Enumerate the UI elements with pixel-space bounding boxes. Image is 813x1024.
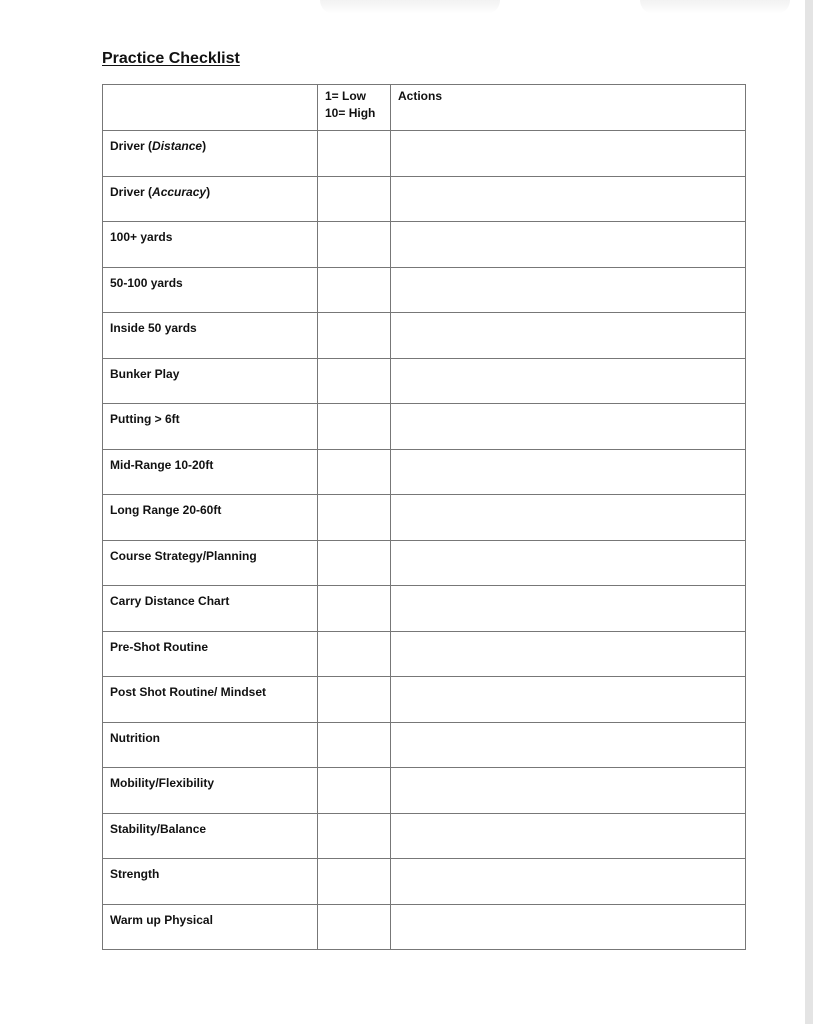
table-row <box>103 222 746 268</box>
item-label-cell <box>103 313 318 359</box>
table-row <box>103 904 746 950</box>
table-row <box>103 404 746 450</box>
item-label: Mobility/Flexibility <box>110 776 215 790</box>
item-label-cell <box>103 722 318 768</box>
item-label-cell <box>103 267 318 313</box>
item-label: Warm up Physical <box>110 912 213 927</box>
actions-cell <box>391 222 746 268</box>
actions-cell <box>391 859 746 905</box>
item-label: Driver ( <box>110 139 153 153</box>
item-label-cell <box>103 404 318 450</box>
item-label-cell <box>103 540 318 586</box>
actions-cell <box>391 631 746 677</box>
actions-cell <box>391 449 746 495</box>
table-header-row <box>103 85 746 131</box>
item-label-cell <box>103 495 318 541</box>
rating-cell <box>318 176 391 222</box>
actions-cell <box>391 495 746 541</box>
item-label-cell <box>103 222 318 268</box>
header-actions-cell: Actions <box>391 85 746 131</box>
rating-scale-low: 1= Low <box>325 89 367 103</box>
item-label-cell <box>103 904 318 950</box>
item-label: Putting > 6ft <box>110 412 180 426</box>
rating-cell <box>318 722 391 768</box>
item-label: Course Strategy/Planning <box>110 548 257 563</box>
page-title: Practice Checklist <box>102 50 240 67</box>
rating-cell <box>318 358 391 404</box>
item-label-suffix: ) <box>206 184 211 199</box>
table-row <box>103 631 746 677</box>
actions-cell <box>391 722 746 768</box>
rating-cell <box>318 586 391 632</box>
table-row <box>103 495 746 541</box>
actions-cell <box>391 540 746 586</box>
actions-cell <box>391 358 746 404</box>
actions-cell <box>391 176 746 222</box>
header-item-cell <box>103 85 318 131</box>
table-row <box>103 586 746 632</box>
item-label: Driver ( <box>110 184 153 199</box>
item-label-cell <box>103 449 318 495</box>
rating-cell <box>318 495 391 541</box>
table-row <box>103 358 746 404</box>
item-label-cell <box>103 631 318 677</box>
item-label: Carry Distance Chart <box>110 594 230 608</box>
table-row <box>103 540 746 586</box>
item-label-cell <box>103 859 318 905</box>
checklist-table <box>102 84 746 950</box>
rating-cell <box>318 267 391 313</box>
item-label-cell <box>103 131 318 177</box>
table-row <box>103 176 746 222</box>
actions-cell <box>391 313 746 359</box>
item-label: Inside 50 yards <box>110 321 197 335</box>
item-label: Strength <box>110 867 160 881</box>
item-label-cell <box>103 358 318 404</box>
actions-cell <box>391 768 746 814</box>
rating-scale-high: 10= High <box>325 106 376 120</box>
item-label: 50-100 yards <box>110 275 183 290</box>
item-label: 100+ yards <box>110 230 173 244</box>
table-row <box>103 859 746 905</box>
item-label-cell <box>103 768 318 814</box>
table-row <box>103 677 746 723</box>
viewer-edge <box>805 0 813 1024</box>
actions-cell <box>391 586 746 632</box>
rating-cell <box>318 859 391 905</box>
rating-cell <box>318 677 391 723</box>
actions-cell <box>391 677 746 723</box>
item-label: Nutrition <box>110 730 160 745</box>
item-label: Stability/Balance <box>110 821 207 836</box>
rating-cell <box>318 222 391 268</box>
table-row <box>103 313 746 359</box>
item-label: Mid-Range 10-20ft <box>110 457 214 472</box>
rating-cell <box>318 768 391 814</box>
item-label-cell <box>103 813 318 859</box>
actions-cell <box>391 131 746 177</box>
table-row <box>103 722 746 768</box>
item-label: Bunker Play <box>110 366 180 381</box>
item-label-emphasis: Distance <box>152 139 203 153</box>
actions-cell <box>391 813 746 859</box>
rating-cell <box>318 449 391 495</box>
rating-cell <box>318 404 391 450</box>
table-row <box>103 768 746 814</box>
table-row <box>103 449 746 495</box>
page-shadow <box>320 0 500 14</box>
rating-cell <box>318 131 391 177</box>
item-label-suffix: ) <box>202 139 207 153</box>
header-rating-cell <box>318 85 391 131</box>
rating-cell <box>318 904 391 950</box>
table-row <box>103 267 746 313</box>
actions-cell <box>391 267 746 313</box>
item-label: Long Range 20-60ft <box>110 503 222 517</box>
rating-cell <box>318 631 391 677</box>
item-label: Pre-Shot Routine <box>110 639 208 654</box>
table-row <box>103 813 746 859</box>
page-shadow <box>640 0 790 14</box>
item-label: Post Shot Routine/ Mindset <box>110 685 266 699</box>
rating-cell <box>318 813 391 859</box>
rating-cell <box>318 313 391 359</box>
item-label-emphasis: Accuracy <box>152 184 207 199</box>
item-label-cell <box>103 677 318 723</box>
item-label-cell <box>103 176 318 222</box>
actions-cell <box>391 404 746 450</box>
actions-cell <box>391 904 746 950</box>
table-row <box>103 131 746 177</box>
item-label-cell <box>103 586 318 632</box>
rating-cell <box>318 540 391 586</box>
